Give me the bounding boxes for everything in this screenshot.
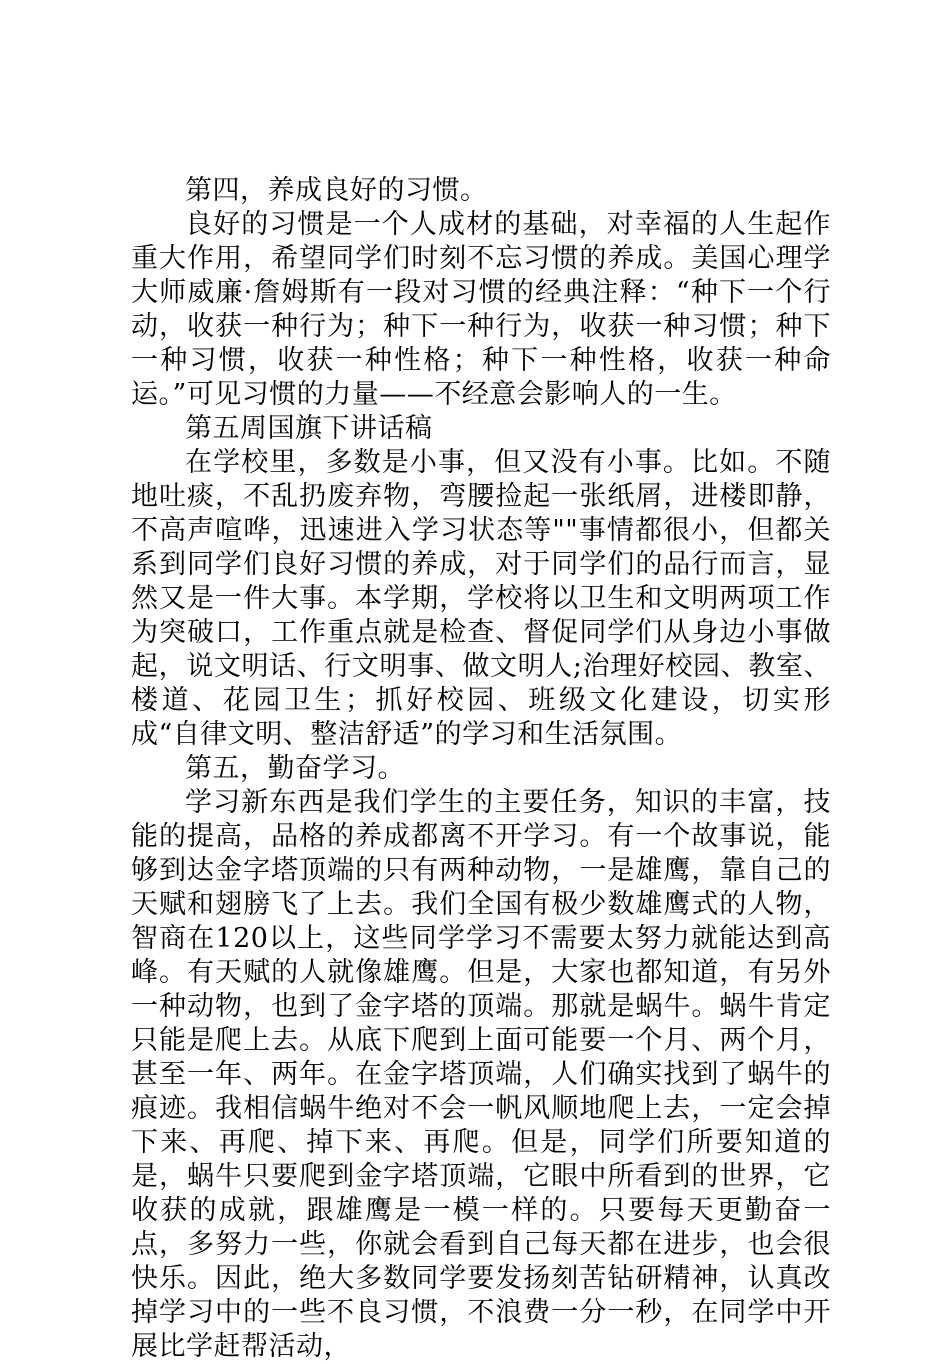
paragraph-habits: 良好的习惯是一个人成材的基础，对幸福的人生起作重大作用，希望同学们时刻不忘习惯的养成。美国心理学大师威廉·詹姆斯有一段对习惯的经典注释：“种下一个行动，收获一种行为；种下一种行为，收获一种习惯；种下一种习惯，收获一种性格；种下一种性格，收获一种命运。”可见习惯的力量——不经意会影响人的一生。	[131, 209, 831, 410]
paragraph-diligent-study: 学习新东西是我们学生的主要任务，知识的丰富，技能的提高，品格的养成都离不开学习。有一个故事说，能够到达金字塔顶端的只有两种动物，一是雄鹰，靠自己的天赋和翅膀飞了上去。我们全国有极少数雄鹰式的人物，智商在120以上，这些同学学习不需要太努力就能达到高峰。有天赋的人就像雄鹰。但是，大家也都知道，有另外一种动物，也到了金字塔的顶端。那就是蜗牛。蜗牛肯定只能是爬上去。从底下爬到上面可能要一个月、两个月，甚至一年、两年。在金字塔顶端，人们确实找到了蜗牛的痕迹。我相信蜗牛绝对不会一帆风顺地爬上去，一定会掉下来、再爬、掉下来、再爬。但是，同学们所要知道的是，蜗牛只要爬到金字塔顶端，它眼中所看到的世界，它收获的成就，跟雄鹰是一模一样的。只要每天更勤奋一点，多努力一些，你就会看到自己每天都在进步，也会很快乐。因此，绝大多数同学要发扬刻苦钻研精神，认真改掉学习中的一些不良习惯，不浪费一分一秒，在同学中开展比学赶帮活动，	[131, 787, 831, 1362]
section-heading-diligent-study: 第五，勤奋学习。	[185, 753, 405, 784]
document-body	[131, 174, 831, 1364]
section-heading-speech-title: 第五周国旗下讲话稿	[185, 413, 433, 444]
paragraph-school-small-things: 在学校里，多数是小事，但又没有小事。比如。不随地吐痰，不乱扔废弃物，弯腰捡起一张纸屑，进楼即静，不高声喧哗，迅速进入学习状态等""事情都很小，但都关系到同学们良好习惯的养成，对于同学们的品行而言，显然又是一件大事。本学期，学校将以卫生和文明两项工作为突破口，工作重点就是检查、督促同学们从身边小事做起，说文明话、行文明事、做文明人;治理好校园、教室、楼道、花园卫生；抓好校园、班级文化建设，切实形成“自律文明、整洁舒适”的学习和生活氛围。	[131, 447, 831, 750]
section-heading-habits: 第四，养成良好的习惯。	[185, 175, 488, 206]
